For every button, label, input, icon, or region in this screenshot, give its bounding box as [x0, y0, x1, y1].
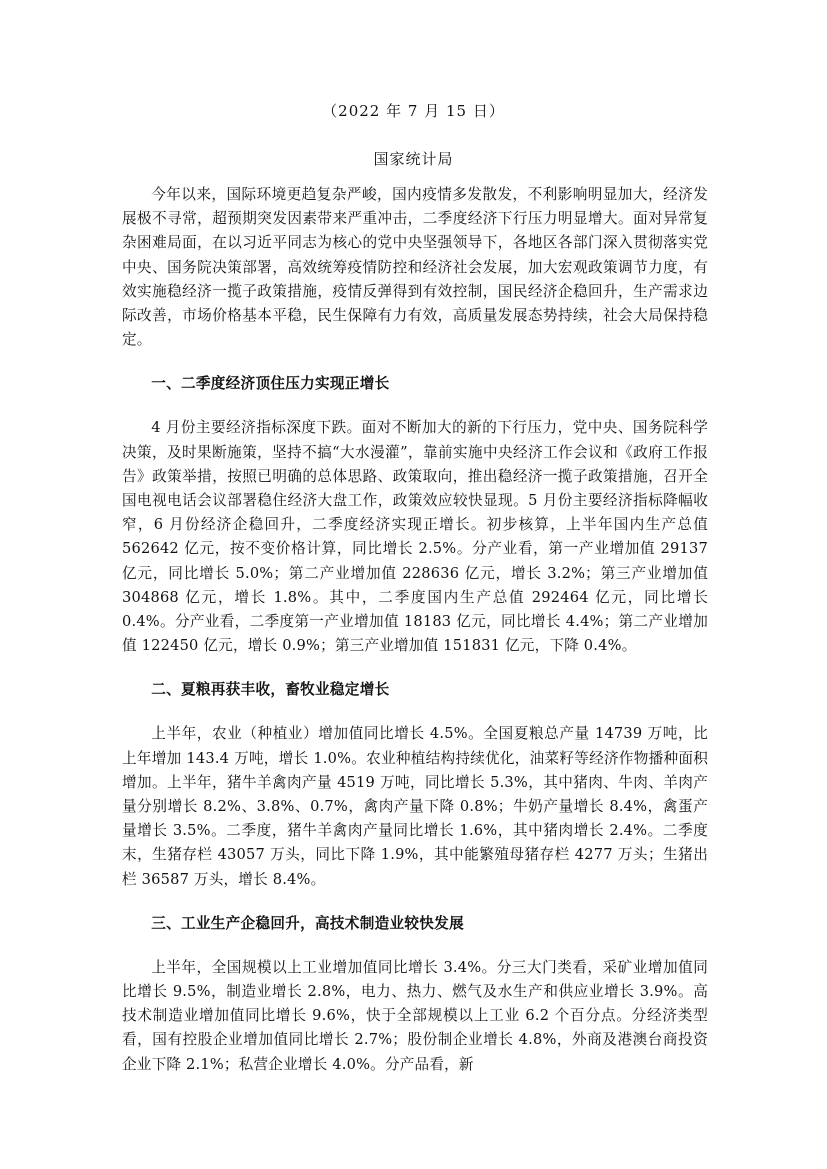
intro-paragraph: 今年以来，国际环境更趋复杂严峻，国内疫情多发散发，不利影响明显加大，经济发展极不寻常，超预期突发因素带来严重冲击，二季度经济下行压力明显增大。面对异常复杂困难局面，在以习近平同志为核心的党中央坚强领导下，各地区各部门深入贯彻落实党中央、国务院决策部署，高效统筹疫情防控和经济社会发展，加大宏观政策调节力度，有效实施稳经济一揽子政策措施，疫情反弹得到有效控制，国民经济企稳回升，生产需求边际改善，市场价格基本平稳，民生保障有力有效，高质量发展态势持续，社会大局保持稳定。 — [122, 186, 708, 349]
release-date: （2022 年 7 月 15 日） — [322, 102, 505, 120]
section-heading-1: 一、二季度经济顶住压力实现正增长 — [151, 375, 390, 393]
section-paragraph-2: 上半年，农业（种植业）增加值同比增长 4.5%。全国夏粮总产量 14739 万吨，比上年增加 143.4 万吨，增长 1.0%。农业种植结构持续优化，油菜籽等经济作物播种面积增加。上半年，猪牛羊禽肉产量 4519 万吨，同比增长 5.3%，其中猪肉、牛肉、羊肉产量分别增长 8.2%、3.8%、0.7%，禽肉产量下降 0.8%；牛奶产量增长 8.4%，禽蛋产量增长 3.5%。二季度，猪牛羊禽肉产量同比增长 1.6%，其中猪肉增长 2.4%。二季度末，生猪存栏 43057 万头，同比下降 1.9%，其中能繁殖母猪存栏 4277 万头；生猪出栏 36587 万头，增长 8.4%。 — [122, 725, 708, 888]
document-body — [122, 183, 708, 1097]
issuer-name: 国家统计局 — [373, 150, 454, 168]
section-paragraph-1: 4 月份主要经济指标深度下跌。面对不断加大的新的下行压力，党中央、国务院科学决策，及时果断施策，坚持不搞“大水漫灌”，靠前实施中央经济工作会议和《政府工作报告》政策举措，按照已明确的总体思路、政策取向，推出稳经济一揽子政策措施，召开全国电视电话会议部署稳住经济大盘工作，政策效应较快显现。5 月份主要经济指标降幅收窄，6 月份经济企稳回升，二季度经济实现正增长。初步核算，上半年国内生产总值 562642 亿元，按不变价格计算，同比增长 2.5%。分产业看，第一产业增加值 29137 亿元，同比增长 5.0%；第二产业增加值 228636 亿元，增长 3.2%；第三产业增加值 304868 亿元，增长 1.8%。其中，二季度国内生产总值 292464 亿元，同比增长 0.4%。分产业看，二季度第一产业增加值 18183 亿元，同比增长 4.4%；第二产业增加值 122450 亿元，增长 0.9%；第三产业增加值 151831 亿元，下降 0.4%。 — [122, 419, 708, 655]
section-heading-2: 二、夏粮再获丰收，畜牧业稳定增长 — [151, 681, 390, 699]
section-heading-3: 三、工业生产企稳回升，高技术制造业较快发展 — [151, 914, 464, 932]
section-paragraph-3: 上半年，全国规模以上工业增加值同比增长 3.4%。分三大门类看，采矿业增加值同比增长 9.5%，制造业增长 2.8%，电力、热力、燃气及水生产和供应业增长 3.9%。高技术制造业增加值同比增长 9.6%，快于全部规模以上工业 6.2 个百分点。分经济类型看，国有控股企业增加值同比增长 2.7%；股份制企业增长 4.8%，外商及港澳台商投资企业下降 2.1%；私营企业增长 4.0%。分产品看，新 — [122, 958, 708, 1073]
